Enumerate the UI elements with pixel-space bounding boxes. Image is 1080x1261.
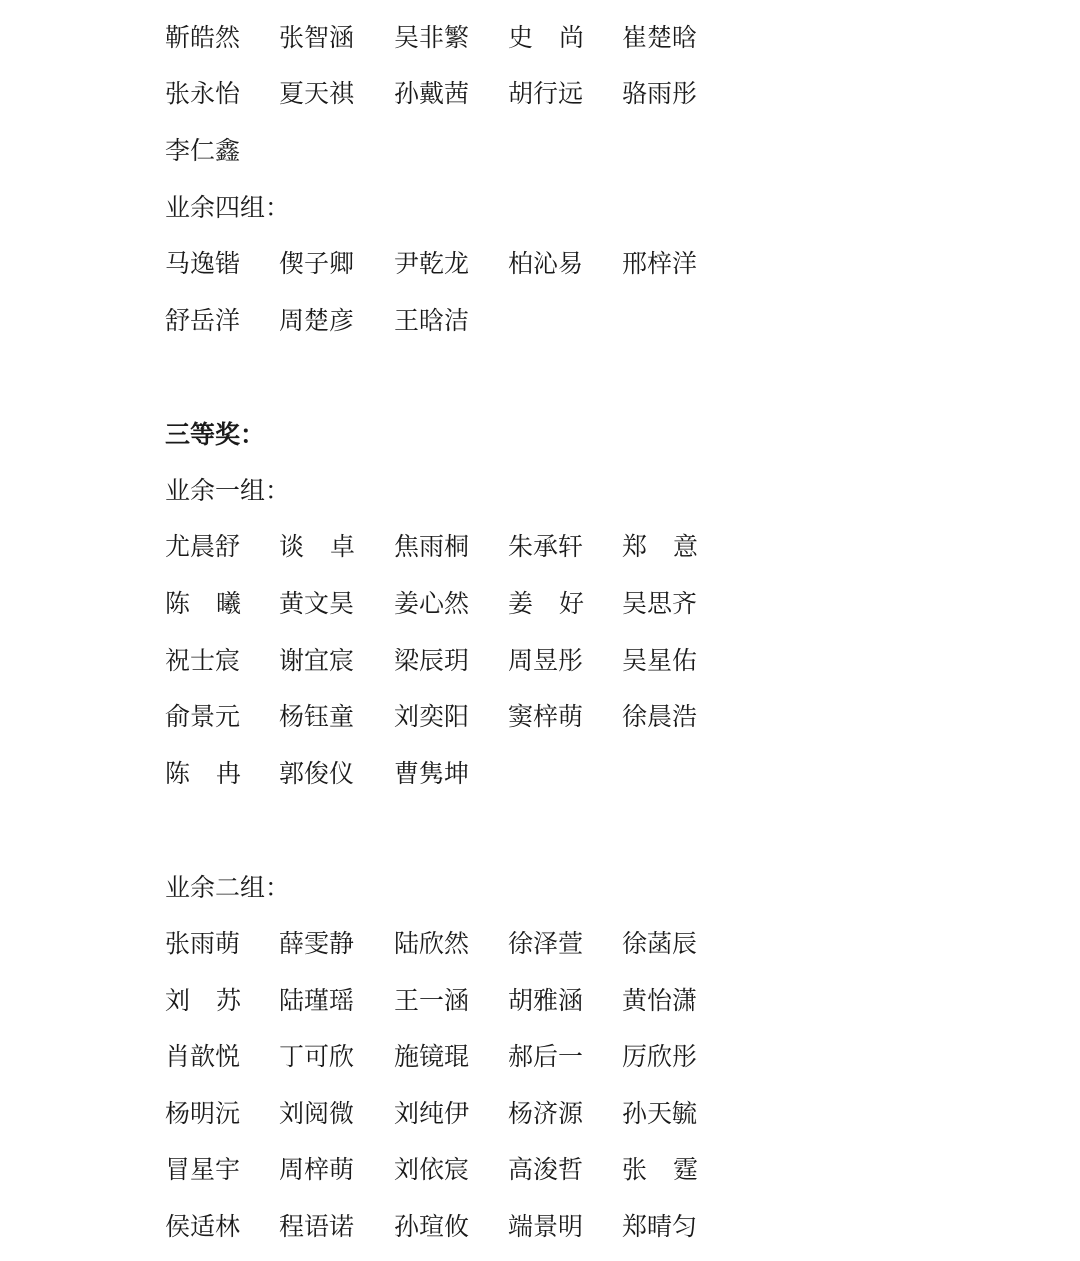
name-row <box>165 641 725 681</box>
name-row <box>165 244 725 284</box>
winner-name: 周楚彦 <box>279 306 355 335</box>
name-row <box>165 1094 725 1134</box>
name-row <box>165 1150 725 1190</box>
winner-name: 丁可欣 <box>279 1042 355 1071</box>
winner-name: 刘 苏 <box>165 986 241 1015</box>
winner-name: 厉欣彤 <box>622 1042 698 1071</box>
winner-name: 祝士宸 <box>165 646 241 675</box>
winner-name: 史 尚 <box>508 23 584 52</box>
winner-name: 郑 意 <box>622 532 698 561</box>
winner-name: 张智涵 <box>279 23 355 52</box>
winner-name: 刘奕阳 <box>394 702 470 731</box>
winner-name: 郑晴匀 <box>622 1212 698 1241</box>
name-row <box>165 584 725 624</box>
winner-name: 邢梓洋 <box>622 249 698 278</box>
winner-name: 吴星佑 <box>622 646 698 675</box>
winner-name: 王一涵 <box>394 986 470 1015</box>
winner-name: 朱承轩 <box>508 532 584 561</box>
winner-name: 尤晨舒 <box>165 532 241 561</box>
winner-name: 施镜琨 <box>394 1042 470 1071</box>
name-row <box>165 301 725 341</box>
name-row <box>165 981 725 1021</box>
winner-name: 陆瑾瑶 <box>279 986 355 1015</box>
name-row <box>165 697 725 737</box>
winner-name: 张雨萌 <box>165 929 241 958</box>
group-label: 业余四组： <box>165 193 291 222</box>
winner-name: 胡行远 <box>508 79 584 108</box>
winner-name: 夏天祺 <box>279 79 355 108</box>
winner-name: 肖歆悦 <box>165 1042 241 1071</box>
winner-name: 吴非繁 <box>394 23 470 52</box>
winner-name: 李仁鑫 <box>165 136 241 165</box>
winner-name: 姜心然 <box>394 589 470 618</box>
winner-name: 谈 卓 <box>279 532 355 561</box>
name-row <box>165 1207 725 1247</box>
name-row <box>165 1037 725 1077</box>
winner-name: 徐菡辰 <box>622 929 698 958</box>
winner-name: 周梓萌 <box>279 1155 355 1184</box>
winner-name: 张永怡 <box>165 79 241 108</box>
winner-name: 窦梓萌 <box>508 702 584 731</box>
winner-name: 舒岳洋 <box>165 306 241 335</box>
winner-name: 杨济源 <box>508 1099 584 1128</box>
winner-name: 徐泽萱 <box>508 929 584 958</box>
winner-name: 张 霆 <box>622 1155 698 1184</box>
winner-name: 徐晨浩 <box>622 702 698 731</box>
prize-heading: 三等奖： <box>165 420 266 449</box>
winner-name: 姜 好 <box>508 589 584 618</box>
name-row <box>165 754 725 794</box>
winner-name: 柏沁易 <box>508 249 584 278</box>
winner-name: 焦雨桐 <box>394 532 470 561</box>
winner-name: 郝后一 <box>508 1042 584 1071</box>
winner-name: 薛雯静 <box>279 929 355 958</box>
group-label: 业余二组： <box>165 873 291 902</box>
winner-name: 周昱彤 <box>508 646 584 675</box>
winner-name: 偰子卿 <box>279 249 355 278</box>
winner-name: 刘阅微 <box>279 1099 355 1128</box>
winner-name: 孙戴茜 <box>394 79 470 108</box>
winner-name: 黄怡潇 <box>622 986 698 1015</box>
winner-name: 杨钰童 <box>279 702 355 731</box>
winner-name: 骆雨彤 <box>622 79 698 108</box>
winner-name: 陈 冉 <box>165 759 241 788</box>
winner-name: 王晗洁 <box>394 306 470 335</box>
name-row <box>165 131 725 171</box>
name-row <box>165 18 725 58</box>
winner-name: 谢宜宸 <box>279 646 355 675</box>
winner-name: 俞景元 <box>165 702 241 731</box>
winner-name: 侯适林 <box>165 1212 241 1241</box>
winner-name: 吴思齐 <box>622 589 698 618</box>
winner-name: 胡雅涵 <box>508 986 584 1015</box>
winner-name: 曹隽坤 <box>394 759 470 788</box>
name-row <box>165 527 725 567</box>
winner-name: 孙天毓 <box>622 1099 698 1128</box>
winner-name: 高浚哲 <box>508 1155 584 1184</box>
winner-name: 靳皓然 <box>165 23 241 52</box>
winner-name: 陆欣然 <box>394 929 470 958</box>
winner-name: 梁辰玥 <box>394 646 470 675</box>
winner-name: 崔楚晗 <box>622 23 698 52</box>
group-label: 业余一组： <box>165 476 291 505</box>
winner-name: 端景明 <box>508 1212 584 1241</box>
winner-name: 孙瑄攸 <box>394 1212 470 1241</box>
winner-name: 陈 曦 <box>165 589 241 618</box>
winner-name: 黄文昊 <box>279 589 355 618</box>
winner-name: 冒星宇 <box>165 1155 241 1184</box>
winner-name: 郭俊仪 <box>279 759 355 788</box>
winner-name: 刘依宸 <box>394 1155 470 1184</box>
name-row <box>165 924 725 964</box>
winner-name: 马逸锴 <box>165 249 241 278</box>
winner-name: 程语诺 <box>279 1212 355 1241</box>
name-row <box>165 74 725 114</box>
winner-name: 刘纯伊 <box>394 1099 470 1128</box>
winner-name: 尹乾龙 <box>394 249 470 278</box>
winner-name: 杨明沅 <box>165 1099 241 1128</box>
